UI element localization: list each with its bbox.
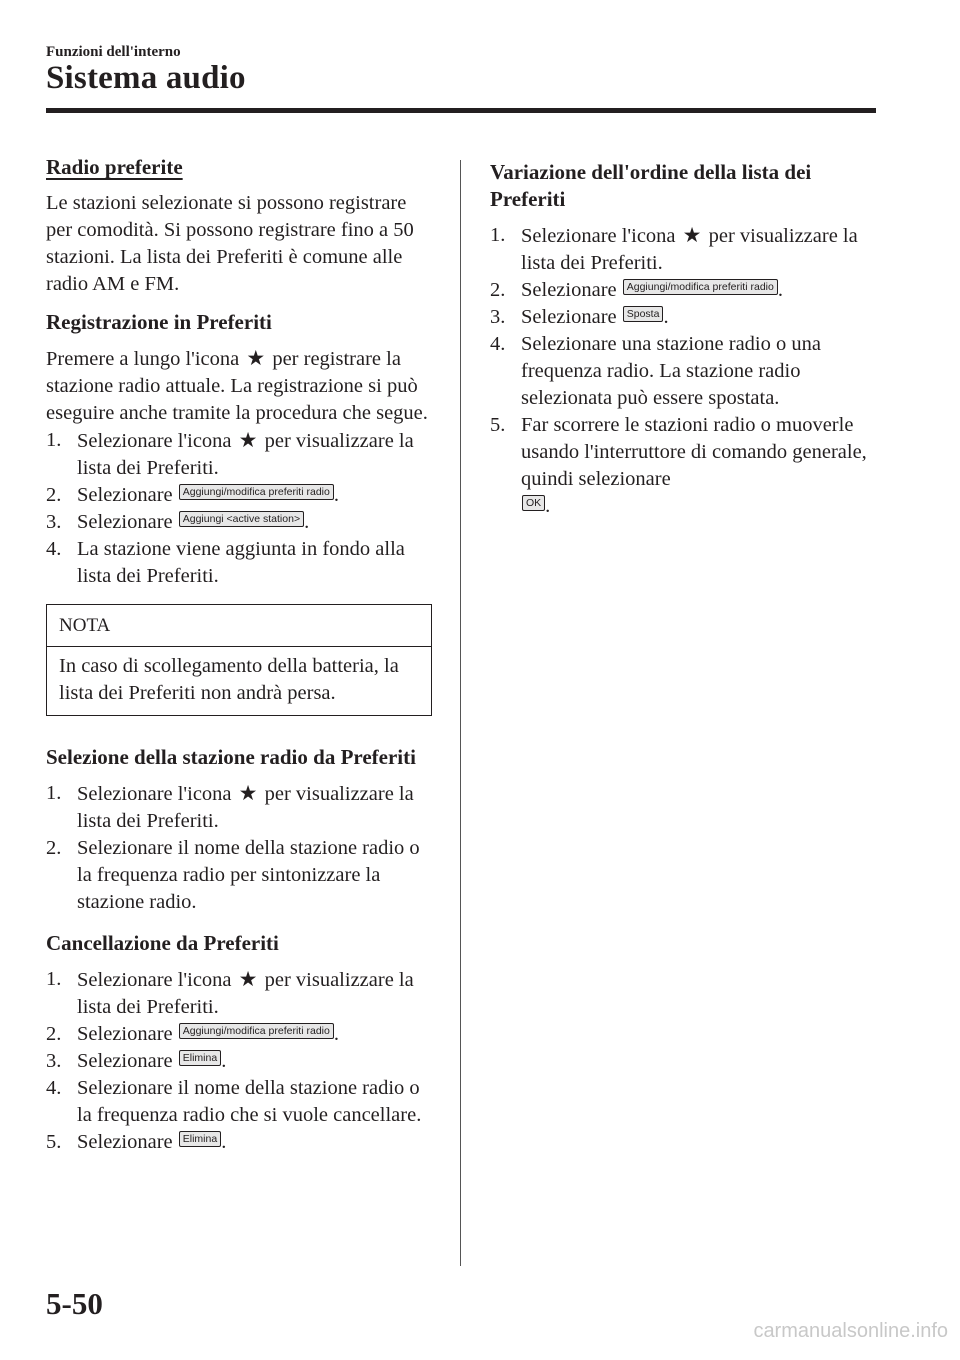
step-number: 1. xyxy=(46,968,62,990)
aggiungi-modifica-button-label: Aggiungi/modifica preferiti radio xyxy=(179,484,334,500)
step-number: 3. xyxy=(46,1050,62,1072)
step-item xyxy=(490,222,880,277)
step-number: 2. xyxy=(490,279,506,301)
step-item xyxy=(490,277,880,304)
star-icon: ★ xyxy=(246,346,266,370)
watermark: carmanualsonline.info xyxy=(753,1320,948,1342)
intro-text: per registrare la stazione radio attuale. La registrazione si può eseguire anche tramite la procedura che segue. xyxy=(46,348,428,424)
aggiungi-modifica-button-label: Aggiungi/modifica preferiti radio xyxy=(179,1023,334,1039)
step-text: Selezionare xyxy=(521,279,617,301)
step-item xyxy=(46,966,432,1021)
page-title: Sistema audio xyxy=(46,60,246,96)
star-icon: ★ xyxy=(238,967,258,991)
column-divider xyxy=(460,160,461,1266)
steps-cancellazione xyxy=(46,966,432,1156)
heading-registrazione: Registrazione in Preferiti xyxy=(46,310,272,334)
step-text: Selezionare il nome della stazione radio o la frequenza radio che si vuole cancellare. xyxy=(77,1077,422,1126)
step-number: 4. xyxy=(490,333,506,355)
step-item xyxy=(46,835,432,916)
step-number: 2. xyxy=(46,837,62,859)
step-text: . xyxy=(663,306,669,328)
star-icon: ★ xyxy=(238,781,258,805)
step-item xyxy=(46,1129,432,1156)
steps-registrazione xyxy=(46,427,432,590)
paragraph-registrazione xyxy=(46,345,432,427)
step-number: 4. xyxy=(46,538,62,560)
step-text: Selezionare il nome della stazione radio o la frequenza radio per sintonizzare la stazione radio. xyxy=(77,837,420,913)
step-number: 5. xyxy=(490,414,506,436)
step-text: Selezionare xyxy=(77,511,173,533)
step-number: 2. xyxy=(46,484,62,506)
section-label: Funzioni dell'interno xyxy=(46,44,181,60)
elimina-button-label: Elimina xyxy=(179,1131,221,1147)
aggiungi-station-button-label: Aggiungi <active station> xyxy=(179,511,304,527)
step-text: Selezionare xyxy=(521,306,617,328)
step-text: Selezionare l'icona xyxy=(77,969,232,991)
right-column xyxy=(490,150,880,534)
step-item xyxy=(46,427,432,482)
ok-button-label: OK xyxy=(522,495,545,511)
step-number: 4. xyxy=(46,1077,62,1099)
step-text: . xyxy=(221,1050,227,1072)
heading-radio-preferite: Radio preferite xyxy=(46,155,183,179)
step-item xyxy=(490,412,880,520)
heading-variazione: Variazione dell'ordine della lista dei Preferiti xyxy=(490,160,812,211)
step-text: . xyxy=(777,279,783,301)
step-number: 3. xyxy=(46,511,62,533)
step-item xyxy=(46,509,432,536)
step-item xyxy=(46,780,432,835)
step-text: per visualizzare la lista dei Preferiti. xyxy=(77,430,414,479)
intro-text: Premere a lungo l'icona xyxy=(46,348,240,370)
step-item xyxy=(46,1021,432,1048)
note-heading: NOTA xyxy=(47,605,431,647)
step-item xyxy=(46,1075,432,1129)
note-box xyxy=(46,604,432,716)
step-text: Selezionare l'icona xyxy=(77,783,232,805)
star-icon: ★ xyxy=(682,223,702,247)
step-number: 1. xyxy=(490,224,506,246)
step-item xyxy=(46,482,432,509)
step-text: . xyxy=(545,495,551,517)
step-text: per visualizzare la lista dei Preferiti. xyxy=(521,225,858,274)
step-item xyxy=(46,536,432,590)
step-text: . xyxy=(221,1131,227,1153)
step-text: Selezionare l'icona xyxy=(77,430,232,452)
step-text: . xyxy=(333,484,339,506)
step-text: . xyxy=(304,511,310,533)
step-text: Selezionare xyxy=(77,1050,173,1072)
left-column xyxy=(46,150,432,1170)
page-number: 5-50 xyxy=(46,1286,103,1321)
header-rule xyxy=(46,108,876,113)
paragraph-radio-preferite: Le stazioni selezionate si possono registrare per comodità. Si possono registrare fino a 50 stazioni. La lista dei Preferiti è comune alle radio AM e FM. xyxy=(46,192,414,295)
step-text: Selezionare xyxy=(77,1023,173,1045)
step-text: per visualizzare la lista dei Preferiti. xyxy=(77,969,414,1018)
step-text: per visualizzare la lista dei Preferiti. xyxy=(77,783,414,832)
star-icon: ★ xyxy=(238,428,258,452)
sposta-button-label: Sposta xyxy=(623,306,664,322)
step-item xyxy=(46,1048,432,1075)
step-text: Far scorrere le stazioni radio o muoverle usando l'interruttore di comando generale, quindi selezionare xyxy=(521,414,867,490)
step-text: Selezionare xyxy=(77,1131,173,1153)
step-number: 1. xyxy=(46,429,62,451)
steps-variazione xyxy=(490,222,880,520)
step-number: 2. xyxy=(46,1023,62,1045)
step-number: 5. xyxy=(46,1131,62,1153)
step-number: 1. xyxy=(46,782,62,804)
steps-selezione xyxy=(46,780,432,916)
step-item xyxy=(490,331,880,412)
step-item xyxy=(490,304,880,331)
step-text: . xyxy=(333,1023,339,1045)
step-text: Selezionare xyxy=(77,484,173,506)
heading-cancellazione: Cancellazione da Preferiti xyxy=(46,931,279,955)
elimina-button-label: Elimina xyxy=(179,1050,221,1066)
note-text: In caso di scollegamento della batteria, la lista dei Preferiti non andrà persa. xyxy=(59,655,399,704)
heading-selezione: Selezione della stazione radio da Preferiti xyxy=(46,745,416,769)
step-text: La stazione viene aggiunta in fondo alla lista dei Preferiti. xyxy=(77,538,405,587)
step-number: 3. xyxy=(490,306,506,328)
step-text: Selezionare una stazione radio o una frequenza radio. La stazione radio selezionata può essere spostata. xyxy=(521,333,821,409)
aggiungi-modifica-button-label: Aggiungi/modifica preferiti radio xyxy=(623,279,778,295)
step-text: Selezionare l'icona xyxy=(521,225,676,247)
